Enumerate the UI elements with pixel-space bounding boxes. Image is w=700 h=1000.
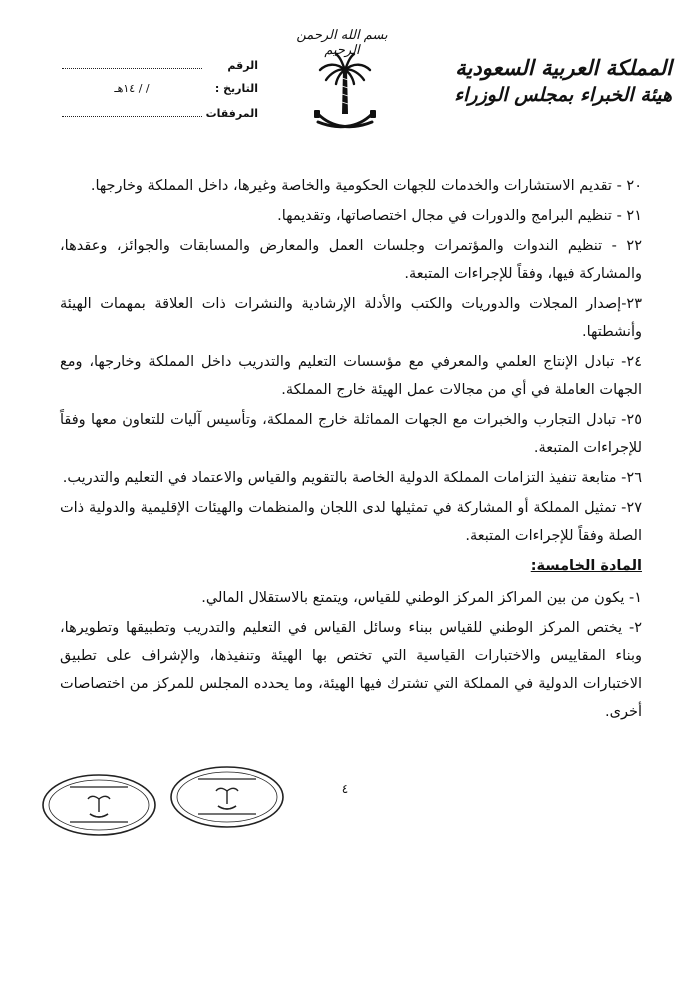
attachments-label: المرفقات [205, 107, 258, 120]
saudi-emblem-icon [312, 48, 378, 138]
list-item: ٢٢ - تنظيم الندوات والمؤتمرات وجلسات العمل والمعارض والمسابقات والجوائز، وعقدها، والمشاركة فيها، وفقاً للإجراءات المتبعة. [60, 238, 642, 282]
list-item: ٢٦- متابعة تنفيذ التزامات المملكة الدولية الخاصة بالتقويم والقياس والاعتماد في التعليم والتدريب. [62, 470, 642, 486]
kingdom-name: المملكة العربية السعودية [455, 55, 672, 80]
attachments-blank [62, 106, 202, 117]
letterhead-department [422, 54, 672, 108]
document-body [60, 172, 642, 728]
date-row [58, 82, 258, 106]
article-clause: ١- يكون من بين المراكز المركز الوطني للقياس، ويتمتع بالاستقلال المالي. [201, 590, 642, 606]
list-item: ٢٧- تمثيل المملكة أو المشاركة في تمثيلها لدى اللجان والمنظمات والهيئات الإقليمية والدولية ذات الصلة وفقاً للإجراءات المتبعة. [60, 500, 642, 544]
list-item: ٢٥- تبادل التجارب والخبرات مع الجهات المماثلة خارج المملكة، وتأسيس آليات للتعاون معها وفقاً للإجراءات المتبعة. [60, 412, 642, 456]
article-clause: ٢- يختص المركز الوطني للقياس ببناء وسائل القياس في التعليم والتدريب وتطبيقها وتطويرها، وبناء المقاييس والاختبارات القياسية التي تختص بها الهيئة وتنفيذها، والإشراف على تطبيق الاختبارات الدولية في المملكة التي تشترك فيها الهيئة، وما يحدده المجلس للمركز من اختصاصات أخرى. [60, 620, 642, 720]
ref-number-row [58, 58, 258, 82]
department-name: هيئة الخبراء بمجلس الوزراء [454, 84, 672, 106]
official-seal-stamp [168, 764, 286, 830]
official-seal-stamp [40, 772, 158, 838]
attachments-row [58, 106, 258, 130]
basmala: بسم الله الرحمن الرحيم [296, 28, 388, 58]
reference-block [58, 58, 258, 130]
list-item: ٢٣-إصدار المجلات والدوريات والكتب والأدلة الإرشادية والنشرات ذات العلاقة بمهمات الهيئة وأنشطتها. [60, 296, 642, 340]
article-heading: المادة الخامسة: [530, 558, 642, 574]
ref-number-blank [62, 58, 202, 69]
date-blank: / / ١٤هـ [114, 82, 150, 95]
ref-number-label: الرقم [227, 59, 258, 72]
list-item: ٢٠ - تقديم الاستشارات والخدمات للجهات الحكومية والخاصة وغيرها، داخل المملكة وخارجها. [90, 178, 642, 194]
list-item: ٢٤- تبادل الإنتاج العلمي والمعرفي مع مؤسسات التعليم والتدريب داخل المملكة وخارجها، ومع الجهات العاملة في أي من مجالات عمل الهيئة خارج المملكة. [60, 354, 642, 398]
list-item: ٢١ - تنظيم البرامج والدورات في مجال اختصاصاتها، وتقديمها. [277, 208, 642, 224]
date-label: التاريخ : [214, 82, 258, 95]
page-number: ٤ [341, 782, 349, 796]
